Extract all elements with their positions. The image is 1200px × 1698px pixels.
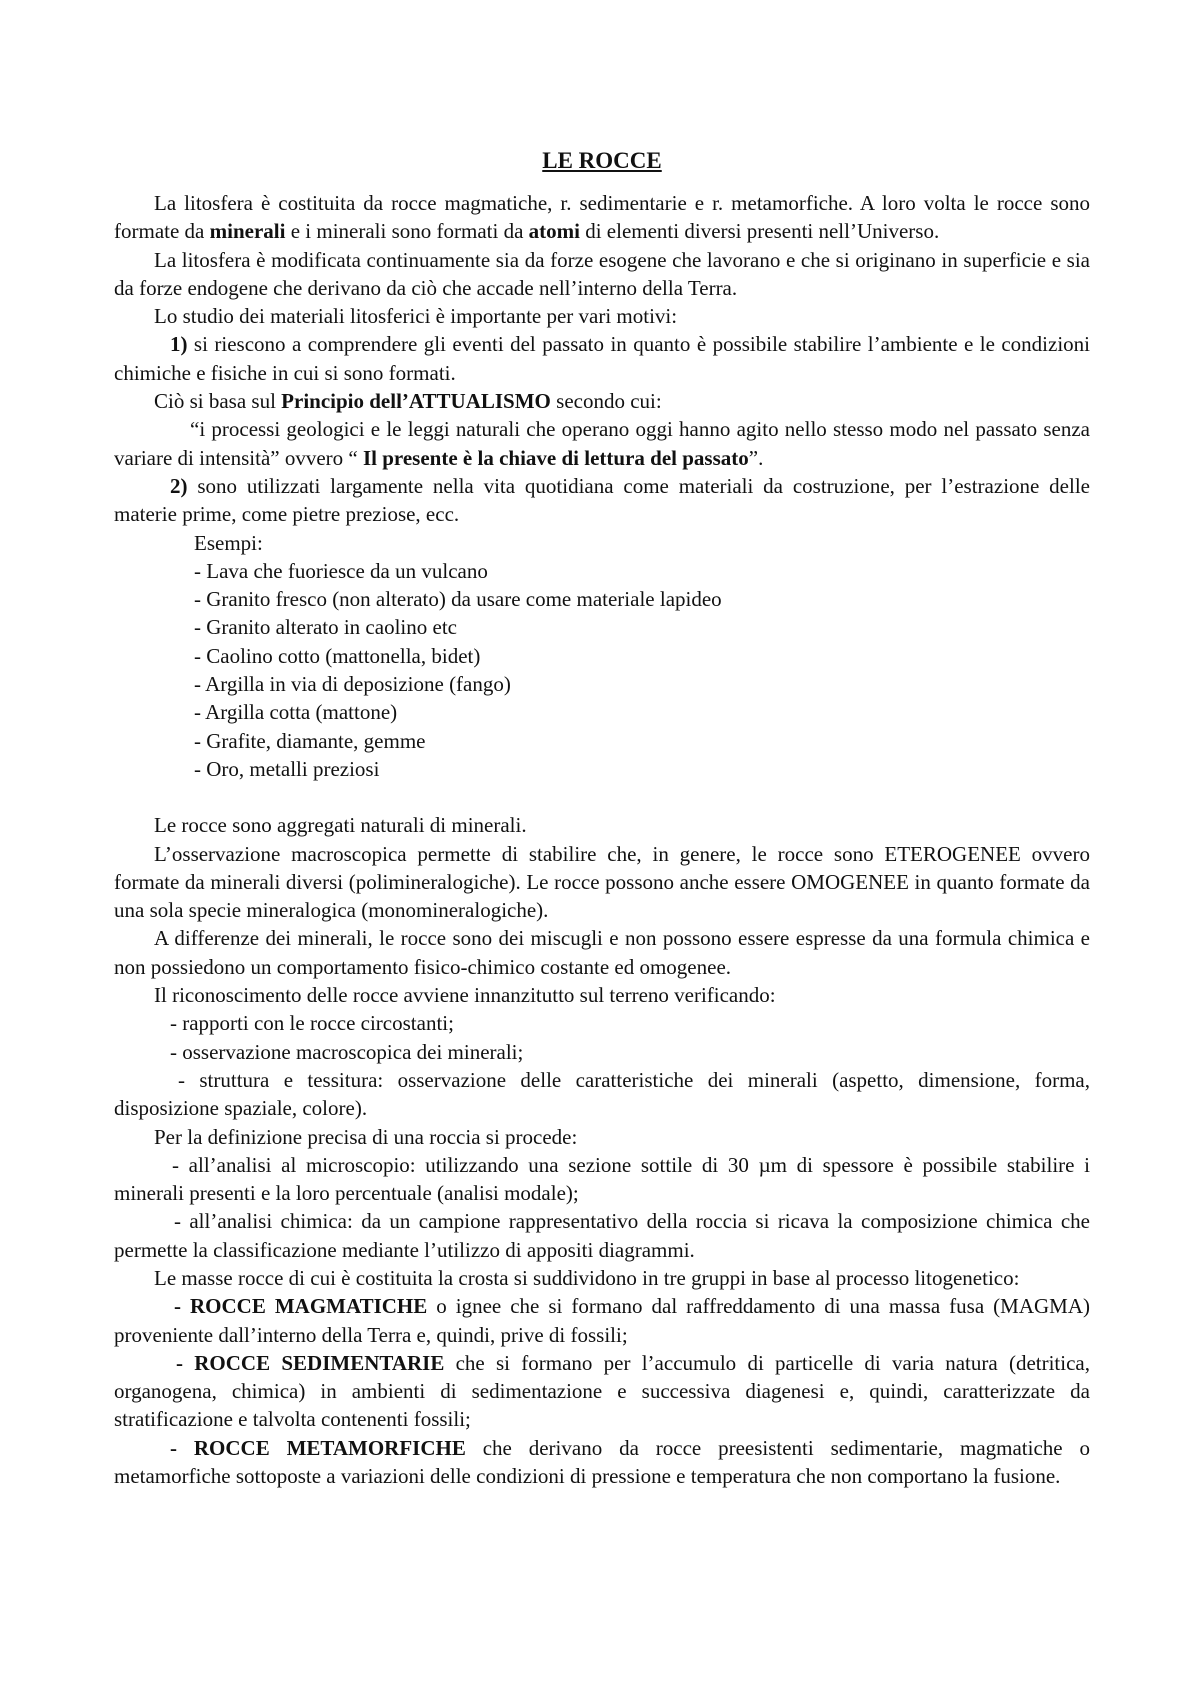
text-run: sono utilizzati largamente nella vita quotidiana come materiali da costruzione, per l’estrazione delle materie prime, come pietre preziose, ecc. [114,473,1090,527]
text-run: che si formano per l’accumulo di particelle di varia natura (detritica, organogena, chimica) in ambienti di sedimentazione e successiva diagenesi e, quindi, caratterizzate da stratificazione e talvolta contenenti fossili; [114,1350,1090,1432]
paragraph-attualismo [114,387,1090,415]
text-run: La litosfera è costituita da rocce magmatiche, r. sedimentarie e r. metamorfiche. A loro volta le rocce sono formate da [114,191,1090,244]
bold-term-attualismo: Principio dell’ATTUALISMO [281,389,551,414]
list-item: - all’analisi al microscopio: utilizzando una sezione sottile di 30 µm di spessore è possibile stabilire i minerali presenti e la loro percentuale (analisi modale); [114,1152,1090,1206]
rock-group-sedimentary [114,1349,1090,1434]
rock-group-metamorphic [114,1434,1090,1491]
list-item: - osservazione macroscopica dei minerali; [170,1039,524,1064]
list-item: - Argilla in via di deposizione (fango) [194,672,511,697]
bold-term-atomi: atomi [528,219,580,244]
paragraph-motive-1 [114,330,1090,387]
rock-group-magmatic [114,1292,1090,1349]
list-item: - Argilla cotta (mattone) [194,700,398,725]
text-run: o ignee che si formano dal raffreddamento di una massa fusa (MAGMA) proveniente dall’interno della Terra e, quindi, prive di fossili; [114,1294,1090,1347]
text-run: che derivano da rocce preesistenti sedimentarie, magmatiche o metamorfiche sottoposte a variazioni delle condizioni di pressione e temperatura che non comportano la fusione. [114,1435,1090,1489]
bold-term-sedimentarie: - ROCCE SEDIMENTARIE [176,1350,445,1375]
list-item: - all’analisi chimica: da un campione rappresentativo della roccia si ricava la composizione chimica che permette la classificazione mediante l’utilizzo di appositi diagrammi. [114,1209,1090,1262]
text-run: di elementi diversi presenti nell’Universo. [579,219,940,244]
text-run: Ciò si basa sul [154,389,282,414]
paragraph-rock-groups: Le masse rocce di cui è costituita la crosta si suddividono in tre gruppi in base al processo litogenetico: [154,1265,1020,1290]
paragraph-litosfera-composition [114,189,1090,246]
paragraph-attualismo-quote [114,415,1090,472]
list-item: - rapporti con le rocce circostanti; [170,1011,454,1036]
text-run: ”. [748,445,764,470]
page-title: LE ROCCE [542,148,662,173]
examples-heading: Esempi: [194,530,263,555]
paragraph-motive-2 [114,472,1090,529]
text-run: secondo cui: [550,389,662,414]
text-run: si riescono a comprendere gli eventi del passato in quanto è possibile stabilire l’ambiente e le condizioni chimiche e fisiche in cui si sono formati. [114,332,1090,385]
paragraph-field-recognition: Il riconoscimento delle rocce avviene innanzitutto sul terreno verificando: [154,983,776,1008]
list-item: - struttura e tessitura: osservazione delle caratteristiche dei minerali (aspetto, dimensione, forma, disposizione spaziale, colore). [114,1067,1090,1121]
bold-term-metamorfiche: - ROCCE METAMORFICHE [170,1435,466,1460]
paragraph-macroscopic-observation: L’osservazione macroscopica permette di stabilire che, in genere, le rocce sono ETEROGENEE ovvero formate da minerali diversi (polimineralogiche). Le rocce possono anche essere OMOGENEE in quanto formate da una sola specie mineralogica (monomineralogiche). [114,841,1090,923]
motive-number: 2) [170,473,188,498]
paragraph-study-motives: Lo studio dei materiali litosferici è importante per vari motivi: [154,304,678,329]
paragraph-litosfera-forces: La litosfera è modificata continuamente sia da forze esogene che lavorano e che si originano in superficie e sia da forze endogene che derivano da ciò che accade nell’interno della Terra. [114,247,1090,300]
bold-term-magmatiche: - ROCCE MAGMATICHE [174,1294,428,1319]
list-item: - Granito fresco (non alterato) da usare come materiale lapideo [194,587,722,612]
list-item: - Oro, metalli preziosi [194,756,380,781]
list-item: - Lava che fuoriesce da un vulcano [194,558,488,583]
paragraph-rocks-definition: Le rocce sono aggregati naturali di minerali. [154,813,527,838]
motive-number: 1) [170,332,188,357]
examples-list [114,557,1090,783]
text-run: e i minerali sono formati da [285,219,529,244]
list-item: - Grafite, diamante, gemme [194,728,426,753]
text-run: “i processi geologici e le leggi naturali che operano oggi hanno agito nello stesso modo nel passato senza variare di intensità” ovvero “ [114,417,1090,470]
paragraph-precise-definition: Per la definizione precisa di una roccia si procede: [154,1124,578,1149]
bold-quote-key: Il presente è la chiave di lettura del passato [362,445,749,470]
paragraph-mixtures: A differenze dei minerali, le rocce sono dei miscugli e non possono essere espresse da una formula chimica e non possiedono un comportamento fisico-chimico costante ed omogenee. [114,926,1090,979]
list-item: - Caolino cotto (mattonella, bidet) [194,643,481,668]
list-item: - Granito alterato in caolino etc [194,615,457,640]
spacer [114,783,1090,811]
bold-term-minerali: minerali [209,219,286,244]
